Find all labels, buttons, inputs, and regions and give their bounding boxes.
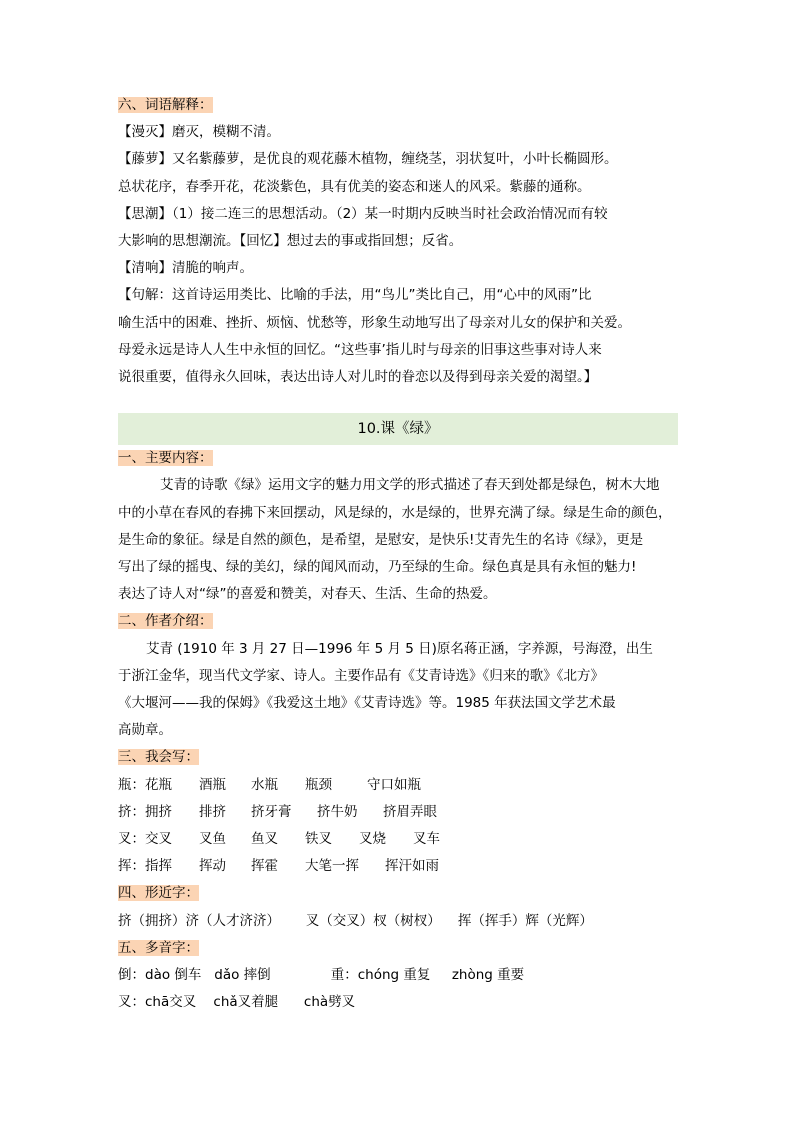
write-row	[118, 799, 678, 826]
main-content-line: 表达了诗人对“绿”的喜爱和赞美，对春天、生活、生命的热爱。	[118, 586, 497, 603]
write-word: 水瓶	[251, 776, 278, 793]
write-char: 挤：	[118, 803, 145, 820]
analysis-line: 说很重要，值得永久回味，表达出诗人对儿时的眷恋以及得到母亲关爱的渴望。】	[118, 369, 598, 386]
write-word: 挥霍	[251, 858, 278, 875]
poly-line: 叉：chā交叉 chǎ叉着腿 chà劈叉	[118, 994, 356, 1011]
main-content-line: 写出了绿的摇曳、绿的美幻，绿的闻风而动，乃至绿的生命。绿色真是具有永恒的魅力!	[118, 559, 637, 576]
definition-line: 总状花序，春季开花，花淡紫色，具有优美的姿态和迷人的风采。紫藤的通称。	[118, 178, 591, 195]
write-heading: 三、我会写：	[118, 749, 199, 766]
author-heading: 二、作者介绍：	[118, 613, 213, 630]
write-row	[118, 826, 678, 853]
write-word: 挤牙膏	[251, 803, 292, 820]
main-content-line: 艾青的诗歌《绿》运用文字的魅力用文学的形式描述了春天到处都是绿色，树木大地	[160, 477, 660, 494]
analysis-line: 【句解：这首诗运用类比、比喻的手法，用“鸟儿”类比自己，用“心中的风雨”比	[118, 287, 592, 304]
poly-heading-line	[118, 935, 678, 962]
write-row	[118, 772, 678, 799]
author-line: 高勋章。	[118, 722, 172, 739]
write-word: 叉烧	[359, 831, 386, 848]
write-row	[118, 853, 678, 880]
definition-line: 大影响的思想潮流。【回忆】想过去的事或指回想；反省。	[118, 233, 463, 250]
write-word: 挤眉弄眼	[383, 803, 437, 820]
author-line: 《大堰河——我的保姆》《我爱这土地》《艾青诗选》等。1985 年获法国文学艺术最	[118, 695, 616, 712]
write-word: 挥动	[199, 858, 226, 875]
write-word: 铁叉	[305, 831, 332, 848]
write-word: 叉鱼	[199, 831, 226, 848]
write-word: 守口如瓶	[367, 776, 421, 793]
write-word: 挥汗如雨	[385, 858, 439, 875]
write-word: 酒瓶	[199, 776, 226, 793]
poly-heading: 五、多音字：	[118, 939, 199, 956]
lesson-title: 10.课《绿》	[357, 421, 439, 438]
section6-heading-line	[118, 92, 678, 119]
write-char: 挥：	[118, 858, 145, 875]
poly-line: 倒：dào 倒车 dǎo 摔倒 重：chóng 重复 zhòng 重要	[118, 967, 525, 984]
definition-line: 【清响】清脆的响声。	[118, 260, 253, 277]
main-content-line: 中的小草在春风的春拂下来回摆动，风是绿的，水是绿的，世界充满了绿。绿是生命的颜色，	[118, 504, 672, 521]
author-line: 于浙江金华，现当代文学家、诗人。主要作品有《艾青诗选》《归来的歌》《北方》	[118, 667, 604, 684]
definition-line: 【藤萝】又名紫藤萝，是优良的观花藤木植物，缠绕茎，羽状复叶，小叶长椭圆形。	[118, 151, 618, 168]
write-word: 交叉	[145, 831, 172, 848]
main-content-heading: 一、主要内容：	[118, 450, 213, 467]
author-heading-line	[118, 608, 678, 635]
main-content-line: 是生命的象征。绿是自然的颜色，是希望，是慰安，是快乐!艾青先生的名诗《绿》，更是	[118, 531, 644, 548]
write-char: 瓶：	[118, 776, 145, 793]
analysis-line: 母爱永远是诗人人生中永恒的回忆。“这些事’指儿时与母亲的旧事这些事对诗人来	[118, 341, 602, 358]
similar-heading: 四、形近字：	[118, 885, 199, 902]
write-word: 拥挤	[145, 803, 172, 820]
analysis-line: 喻生活中的困难、挫折、烦恼、忧愁等，形象生动地写出了母亲对儿女的保护和关爱。	[118, 314, 631, 331]
write-word: 大笔一挥	[305, 858, 359, 875]
similar-heading-line	[118, 880, 678, 907]
write-heading-line	[118, 744, 678, 771]
write-word: 花瓶	[145, 776, 172, 793]
write-word: 挤牛奶	[317, 803, 358, 820]
write-word: 鱼叉	[251, 831, 278, 848]
write-word: 指挥	[145, 858, 172, 875]
write-word: 叉车	[413, 831, 440, 848]
definition-line: 【思潮】（1）接二连三的思想活动。（2）某一时期内反映当时社会政治情况而有较	[118, 205, 608, 222]
write-word: 瓶颈	[305, 776, 332, 793]
similar-line: 挤（拥挤）济（人才济济） 叉（交叉）杈（树杈） 挥（挥手）辉（光辉）	[118, 912, 593, 929]
main-content-heading-line	[118, 445, 678, 472]
document-page	[118, 92, 678, 1017]
lesson-title-banner	[118, 413, 678, 445]
write-char: 叉：	[118, 831, 145, 848]
definition-line: 【漫灭】磨灭，模糊不清。	[118, 124, 280, 141]
write-word: 排挤	[199, 803, 226, 820]
author-line: 艾青 (1910 年 3 月 27 日—1996 年 5 月 5 日)原名蒋正涵，字养源，号海澄，出生	[146, 640, 653, 657]
section6-heading: 六、词语解释：	[118, 97, 213, 113]
